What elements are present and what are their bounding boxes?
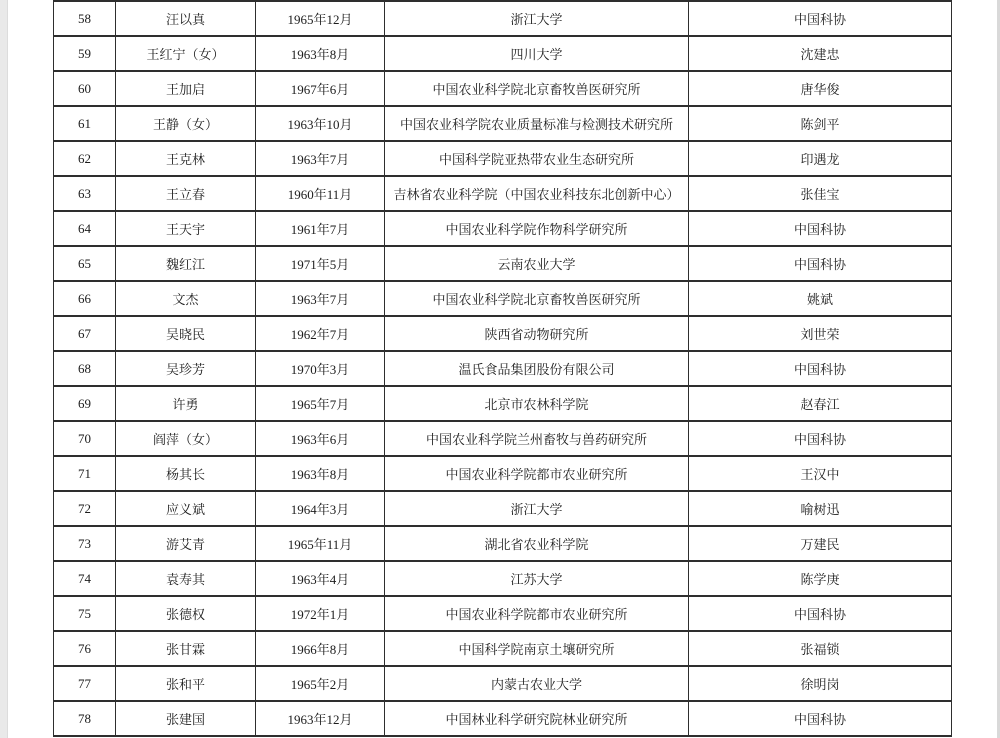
cell-recommender: 喻树迅	[689, 491, 952, 526]
table-row	[54, 386, 952, 421]
candidates-table-container	[53, 0, 952, 737]
page-left-edge	[0, 0, 8, 738]
cell-institution: 中国农业科学院作物科学研究所	[385, 211, 689, 246]
cell-index: 74	[54, 561, 116, 596]
cell-name: 张德权	[116, 596, 256, 631]
table-row	[54, 351, 952, 386]
table-row	[54, 596, 952, 631]
cell-name: 王天宇	[116, 211, 256, 246]
cell-index: 72	[54, 491, 116, 526]
cell-institution: 中国农业科学院都市农业研究所	[385, 456, 689, 491]
cell-name: 杨其长	[116, 456, 256, 491]
cell-birth-date: 1963年8月	[256, 36, 385, 71]
cell-birth-date: 1962年7月	[256, 316, 385, 351]
cell-birth-date: 1960年11月	[256, 176, 385, 211]
cell-institution: 浙江大学	[385, 1, 689, 36]
cell-recommender: 唐华俊	[689, 71, 952, 106]
cell-index: 63	[54, 176, 116, 211]
cell-name: 文杰	[116, 281, 256, 316]
cell-recommender: 中国科协	[689, 701, 952, 736]
cell-name: 游艾青	[116, 526, 256, 561]
cell-institution: 陕西省动物研究所	[385, 316, 689, 351]
cell-index: 60	[54, 71, 116, 106]
cell-recommender: 印遇龙	[689, 141, 952, 176]
cell-name: 王静（女）	[116, 106, 256, 141]
table-row	[54, 1, 952, 36]
cell-index: 61	[54, 106, 116, 141]
cell-index: 68	[54, 351, 116, 386]
table-row	[54, 176, 952, 211]
cell-birth-date: 1971年5月	[256, 246, 385, 281]
cell-index: 73	[54, 526, 116, 561]
cell-birth-date: 1966年8月	[256, 631, 385, 666]
cell-name: 张甘霖	[116, 631, 256, 666]
cell-recommender: 陈剑平	[689, 106, 952, 141]
cell-name: 王红宁（女）	[116, 36, 256, 71]
cell-institution: 湖北省农业科学院	[385, 526, 689, 561]
table-row	[54, 246, 952, 281]
cell-institution: 云南农业大学	[385, 246, 689, 281]
table-row	[54, 491, 952, 526]
cell-name: 袁寿其	[116, 561, 256, 596]
cell-institution: 中国科学院南京土壤研究所	[385, 631, 689, 666]
cell-index: 75	[54, 596, 116, 631]
cell-name: 阎萍（女）	[116, 421, 256, 456]
cell-recommender: 王汉中	[689, 456, 952, 491]
cell-birth-date: 1970年3月	[256, 351, 385, 386]
table-row	[54, 526, 952, 561]
cell-index: 76	[54, 631, 116, 666]
cell-recommender: 中国科协	[689, 421, 952, 456]
table-row	[54, 281, 952, 316]
cell-institution: 温氏食品集团股份有限公司	[385, 351, 689, 386]
table-row	[54, 631, 952, 666]
cell-birth-date: 1963年10月	[256, 106, 385, 141]
cell-institution: 中国林业科学研究院林业研究所	[385, 701, 689, 736]
cell-institution: 吉林省农业科学院（中国农业科技东北创新中心）	[385, 176, 689, 211]
table-row	[54, 36, 952, 71]
cell-birth-date: 1963年12月	[256, 701, 385, 736]
cell-index: 62	[54, 141, 116, 176]
cell-name: 王加启	[116, 71, 256, 106]
cell-index: 69	[54, 386, 116, 421]
cell-institution: 北京市农林科学院	[385, 386, 689, 421]
table-row	[54, 666, 952, 701]
cell-institution: 内蒙古农业大学	[385, 666, 689, 701]
cell-institution: 中国农业科学院兰州畜牧与兽药研究所	[385, 421, 689, 456]
cell-index: 67	[54, 316, 116, 351]
cell-index: 70	[54, 421, 116, 456]
cell-recommender: 陈学庚	[689, 561, 952, 596]
cell-recommender: 张佳宝	[689, 176, 952, 211]
cell-birth-date: 1963年7月	[256, 141, 385, 176]
table-row	[54, 141, 952, 176]
cell-name: 张和平	[116, 666, 256, 701]
cell-institution: 浙江大学	[385, 491, 689, 526]
cell-name: 应义斌	[116, 491, 256, 526]
cell-recommender: 中国科协	[689, 596, 952, 631]
cell-institution: 江苏大学	[385, 561, 689, 596]
cell-index: 65	[54, 246, 116, 281]
cell-recommender: 万建民	[689, 526, 952, 561]
cell-recommender: 赵春江	[689, 386, 952, 421]
cell-birth-date: 1963年7月	[256, 281, 385, 316]
cell-index: 71	[54, 456, 116, 491]
cell-birth-date: 1963年4月	[256, 561, 385, 596]
cell-name: 王立春	[116, 176, 256, 211]
cell-index: 77	[54, 666, 116, 701]
table-row	[54, 456, 952, 491]
cell-birth-date: 1965年7月	[256, 386, 385, 421]
cell-recommender: 沈建忠	[689, 36, 952, 71]
cell-birth-date: 1961年7月	[256, 211, 385, 246]
cell-institution: 中国科学院亚热带农业生态研究所	[385, 141, 689, 176]
table-row	[54, 71, 952, 106]
cell-birth-date: 1972年1月	[256, 596, 385, 631]
cell-name: 许勇	[116, 386, 256, 421]
table-row	[54, 211, 952, 246]
table-row	[54, 106, 952, 141]
cell-recommender: 刘世荣	[689, 316, 952, 351]
cell-name: 吴珍芳	[116, 351, 256, 386]
cell-name: 魏红江	[116, 246, 256, 281]
cell-recommender: 中国科协	[689, 1, 952, 36]
cell-name: 张建国	[116, 701, 256, 736]
cell-institution: 中国农业科学院北京畜牧兽医研究所	[385, 71, 689, 106]
cell-birth-date: 1963年6月	[256, 421, 385, 456]
cell-institution: 中国农业科学院都市农业研究所	[385, 596, 689, 631]
table-row	[54, 421, 952, 456]
cell-recommender: 中国科协	[689, 351, 952, 386]
cell-institution: 中国农业科学院农业质量标准与检测技术研究所	[385, 106, 689, 141]
table-row	[54, 316, 952, 351]
cell-index: 59	[54, 36, 116, 71]
cell-index: 64	[54, 211, 116, 246]
cell-birth-date: 1967年6月	[256, 71, 385, 106]
cell-name: 汪以真	[116, 1, 256, 36]
cell-recommender: 中国科协	[689, 211, 952, 246]
cell-name: 王克林	[116, 141, 256, 176]
cell-recommender: 徐明岗	[689, 666, 952, 701]
table-row	[54, 701, 952, 736]
cell-birth-date: 1965年11月	[256, 526, 385, 561]
cell-birth-date: 1965年2月	[256, 666, 385, 701]
cell-birth-date: 1963年8月	[256, 456, 385, 491]
candidates-table	[53, 0, 952, 737]
cell-name: 吴晓民	[116, 316, 256, 351]
cell-institution: 中国农业科学院北京畜牧兽医研究所	[385, 281, 689, 316]
cell-recommender: 姚斌	[689, 281, 952, 316]
cell-birth-date: 1965年12月	[256, 1, 385, 36]
cell-recommender: 张福锁	[689, 631, 952, 666]
cell-institution: 四川大学	[385, 36, 689, 71]
cell-birth-date: 1964年3月	[256, 491, 385, 526]
cell-index: 78	[54, 701, 116, 736]
table-row	[54, 561, 952, 596]
cell-index: 66	[54, 281, 116, 316]
cell-index: 58	[54, 1, 116, 36]
cell-recommender: 中国科协	[689, 246, 952, 281]
